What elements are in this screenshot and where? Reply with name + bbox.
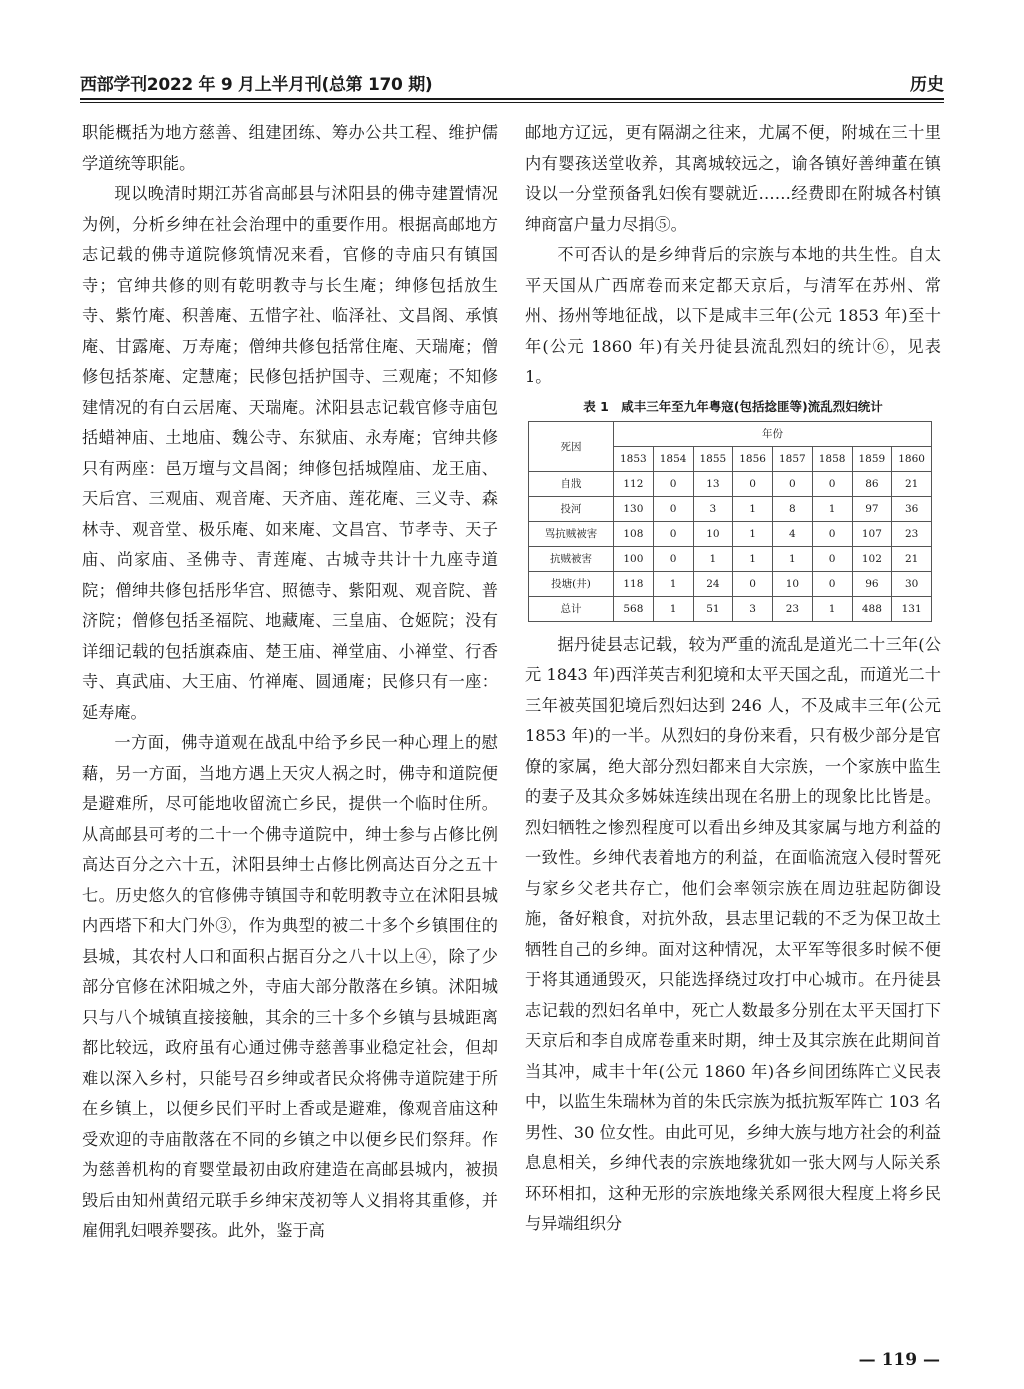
table-value-cell: 24 [693, 571, 733, 596]
table-row [529, 546, 932, 571]
row-label-cell: 投塘(井) [529, 571, 614, 596]
table-value-cell: 1 [733, 496, 773, 521]
year-header-cell: 1857 [773, 446, 813, 471]
table-value-cell: 0 [812, 546, 852, 571]
table-value-cell: 10 [773, 571, 813, 596]
table-value-cell: 100 [614, 546, 654, 571]
table-title: 表 1 咸丰三年至九年粤寇(包括捻匪等)流乱烈妇统计 [583, 398, 883, 414]
table-value-cell: 23 [892, 521, 932, 546]
paragraph: 现以晚清时期江苏省高邮县与沭阳县的佛寺建置情况为例，分析乡绅在社会治理中的重要作用。根据高邮地方志记载的佛寺道院修筑情况来看，官修的寺庙只有镇国寺；官绅共修的则有乾明教寺与长生庵；绅修包括放生寺、紫竹庵、积善庵、五惜字社、临泽社、文昌阁、承慎庵、甘露庵、万寿庵；僧绅共修包括常住庵、天瑞庵；僧修包括茶庵、定慧庵；民修包括护国寺、三观庵；不知修建情况的有白云居庵、天瑞庵。沭阳县志记载官修寺庙包括蜡神庙、土地庙、魏公寺、东狱庙、永寿庵；官绅共修只有两座：邑万壇与文昌阁；绅修包括城隍庙、龙王庙、天后宫、三观庙、观音庵、天齐庙、莲花庵、三义寺、森林寺、观音堂、极乐庵、如来庵、文昌宫、节孝寺、天子庙、尚家庙、圣佛寺、青莲庵、古城寺共计十九座寺道院；僧绅共修包括彤华宫、照德寺、紫阳观、观音院、普济院；僧修包括圣福院、地藏庵、三皇庙、仓姬院；没有详细记载的包括旗森庙、楚王庙、禅堂庙、小禅堂、行香寺、真武庙、大王庙、竹禅庵、圆通庵；民修只有一座：延寿庵。 [82, 184, 498, 722]
page-number: — 119 — [858, 1350, 940, 1370]
table-row [529, 496, 932, 521]
table-value-cell: 568 [614, 596, 654, 621]
table-value-cell: 130 [614, 496, 654, 521]
column-group-header: 年份 [614, 421, 932, 446]
year-header-cell: 1858 [812, 446, 852, 471]
table-value-cell: 0 [812, 471, 852, 496]
table-value-cell: 0 [812, 521, 852, 546]
table-value-cell: 118 [614, 571, 654, 596]
table-value-cell: 3 [733, 596, 773, 621]
paragraph: 据丹徒县志记载，较为严重的流乱是道光二十三年(公元 1843 年)西洋英吉利犯境和太平天国之乱，而道光二十三年被英国犯境后烈妇达到 246 人，不及咸丰三年(公元 1853 年)的一半。从烈妇的身份来看，只有极少部分是官僚的家属，绝大部分烈妇都来自大宗族，一个家族中监生的妻子及其众多姊妹连续出现在名册上的现象比比皆是。烈妇牺牲之惨烈程度可以看出乡绅及其家属与地方利益的一致性。乡绅代表着地方的利益，在面临流寇入侵时誓死与家乡父老共存亡，他们会率领宗族在周边驻起防御设施，备好粮食，对抗外敌，县志里记载的不乏为保卫故土牺牲自己的乡绅。面对这种情况，太平军等很多时候不便于将其通通毁灭，只能选择绕过攻打中心城市。在丹徒县志记载的烈妇名单中，死亡人数最多分别在太平天国打下天京后和李自成席卷重来时期，绅士及其宗族在此期间首当其冲，咸丰十年(公元 1860 年)各乡间团练阵亡义民表中，以监生朱瑞林为首的朱氏宗族为抵抗叛军阵亡 103 名男性、30 位女性。由此可见，乡绅大族与地方社会的利益息息相关，乡绅代表的宗族地缘犹如一张大网与人际关系环环相扣，这种无形的宗族地缘关系网很大程度上将乡民与异端组织分 [525, 634, 941, 1233]
table-value-cell: 21 [892, 546, 932, 571]
table-value-cell: 1 [812, 596, 852, 621]
table-row [529, 471, 932, 496]
running-header [80, 70, 944, 96]
table-value-cell: 97 [852, 496, 892, 521]
row-label-cell: 总计 [529, 596, 614, 621]
table-value-cell: 1 [812, 496, 852, 521]
row-label-cell: 投河 [529, 496, 614, 521]
year-header-cell: 1856 [733, 446, 773, 471]
table-value-cell: 1 [693, 546, 733, 571]
table-row [529, 521, 932, 546]
table-value-cell: 0 [733, 471, 773, 496]
table-value-cell: 107 [852, 521, 892, 546]
table-value-cell: 23 [773, 596, 813, 621]
table-value-cell: 8 [773, 496, 813, 521]
paragraph: 不可否认的是乡绅背后的宗族与本地的共生性。自太平天国从广西席卷而来定都天京后，与清军在苏州、常州、扬州等地征战，以下是咸丰三年(公元 1853 年)至十年(公元 1860 年)有关丹徒县流乱烈妇的统计⑥，见表 1。 [525, 245, 941, 386]
row-label-cell: 骂抗贼被害 [529, 521, 614, 546]
table-value-cell: 112 [614, 471, 654, 496]
table-value-cell: 0 [653, 521, 693, 546]
table-value-cell: 96 [852, 571, 892, 596]
table-value-cell: 51 [693, 596, 733, 621]
paragraph: 邮地方辽远，更有隔湖之往来，尤属不便，附城在三十里内有婴孩送堂收养，其离城较远之，谕各镇好善绅董在镇设以一分堂预备乳妇俟有婴就近……经费即在附城各村镇绅商富户量力尽捐⑤。 [525, 123, 941, 234]
year-header-cell: 1854 [653, 446, 693, 471]
left-column [82, 118, 498, 1247]
table-value-cell: 0 [812, 571, 852, 596]
year-header-cell: 1859 [852, 446, 892, 471]
table-value-cell: 21 [892, 471, 932, 496]
header-rule-thick [80, 98, 944, 100]
table-value-cell: 102 [852, 546, 892, 571]
header-rule-thin [80, 102, 944, 103]
row-label-cell: 抗贼被害 [529, 546, 614, 571]
table-value-cell: 30 [892, 571, 932, 596]
table-value-cell: 488 [852, 596, 892, 621]
year-header-cell: 1855 [693, 446, 733, 471]
table-value-cell: 13 [693, 471, 733, 496]
table-value-cell: 0 [773, 471, 813, 496]
journal-title: 西部学刊2022 年 9 月上半月刊(总第 170 期) [80, 75, 433, 95]
table-value-cell: 1 [653, 596, 693, 621]
section-label: 历史 [910, 75, 944, 95]
table-value-cell: 0 [733, 571, 773, 596]
year-header-cell: 1853 [614, 446, 654, 471]
table-value-cell: 0 [653, 496, 693, 521]
table-value-cell: 1 [773, 546, 813, 571]
right-column [525, 118, 941, 1240]
paragraph: 一方面，佛寺道观在战乱中给予乡民一种心理上的慰藉，另一方面，当地方遇上天灾人祸之时，佛寺和道院便是避难所，尽可能地收留流亡乡民，提供一个临时住所。从高邮县可考的二十一个佛寺道院中，绅士参与占修比例高达百分之六十五，沭阳县绅士占修比例高达百分之五十七。历史悠久的官修佛寺镇国寺和乾明教寺立在沭阳县城内西塔下和大门外③，作为典型的被二十多个乡镇围住的县城，其农村人口和面积占据百分之八十以上④，除了少部分官修在沭阳城之外，寺庙大部分散落在乡镇。沭阳城只与八个城镇直接接触，其余的三十多个乡镇与县城距离都比较远，政府虽有心通过佛寺慈善事业稳定社会，但却难以深入乡村，只能号召乡绅或者民众将佛寺道院建于所在乡镇上，以便乡民们平时上香或是避难，像观音庙这种受欢迎的寺庙散落在不同的乡镇之中以便乡民们祭拜。作为慈善机构的育婴堂最初由政府建造在高邮县城内，被损毁后由知州黄绍元联手乡绅宋茂初等人义捐将其重修，并雇佣乳妇喂养婴孩。此外，鉴于高 [82, 733, 498, 1240]
table-row [529, 596, 932, 621]
paragraph: 职能概括为地方慈善、组建团练、筹办公共工程、维护儒学道统等职能。 [82, 123, 498, 173]
table-value-cell: 131 [892, 596, 932, 621]
table-value-cell: 1 [733, 521, 773, 546]
table-value-cell: 0 [653, 471, 693, 496]
table-value-cell: 4 [773, 521, 813, 546]
row-label-cell: 自戕 [529, 471, 614, 496]
data-table [528, 421, 932, 622]
table-value-cell: 1 [653, 571, 693, 596]
table-value-cell: 108 [614, 521, 654, 546]
table-value-cell: 86 [852, 471, 892, 496]
table-value-cell: 36 [892, 496, 932, 521]
table-value-cell: 1 [733, 546, 773, 571]
year-header-cell: 1860 [892, 446, 932, 471]
table-value-cell: 0 [653, 546, 693, 571]
table-value-cell: 10 [693, 521, 733, 546]
table-value-cell: 3 [693, 496, 733, 521]
table-row [529, 571, 932, 596]
row-header-cell: 死因 [529, 421, 614, 471]
